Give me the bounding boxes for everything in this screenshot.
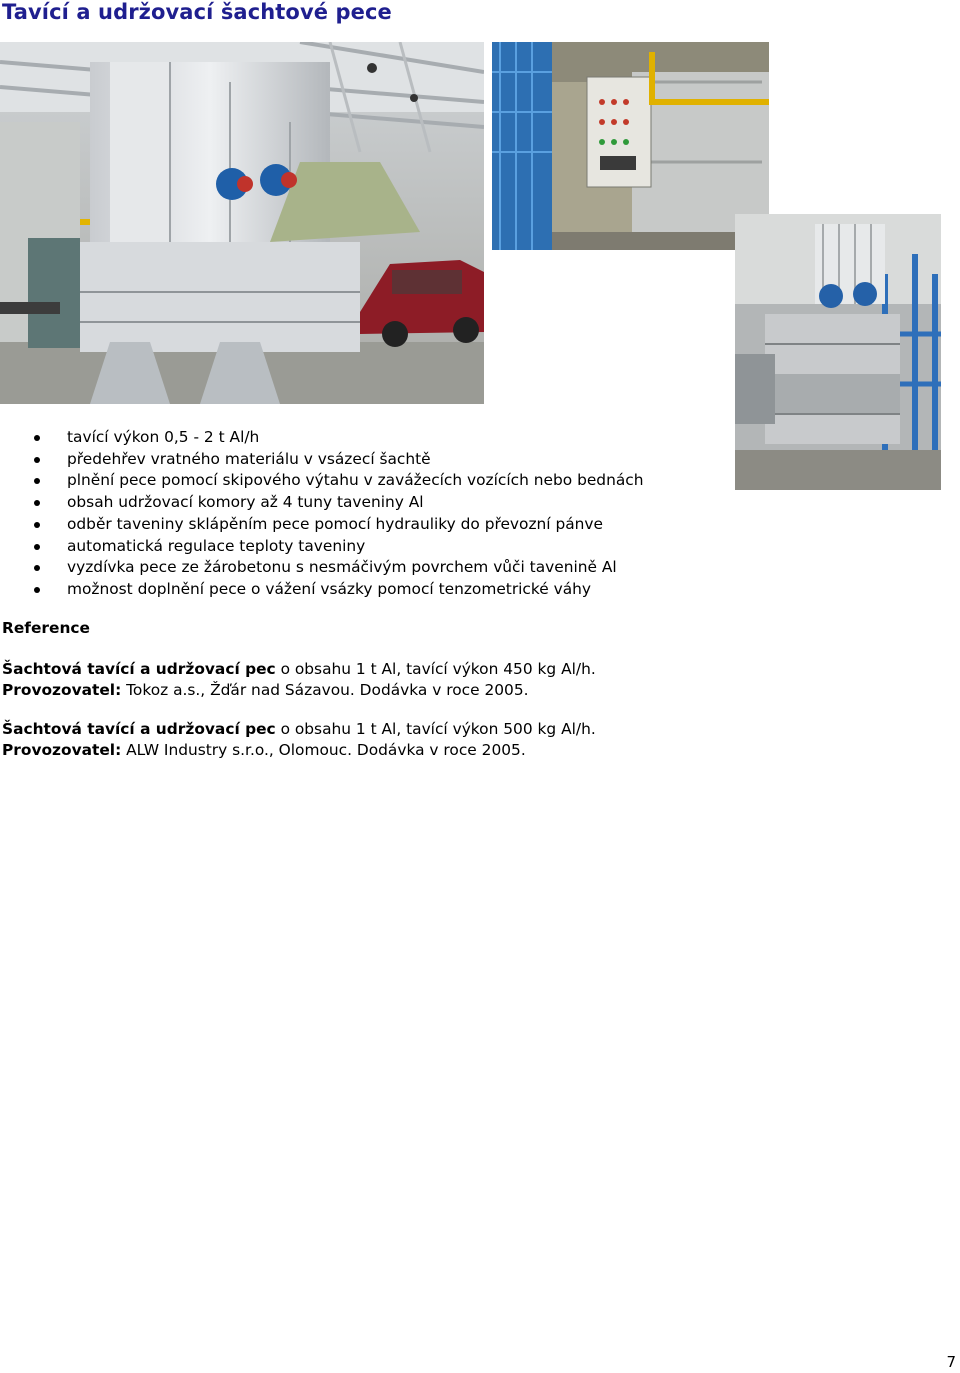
list-item — [0, 579, 643, 601]
page-title: Tavící a udržovací šachtové pece — [2, 0, 392, 24]
feature-text: předehřev vratného materiálu v vsázecí šachtě — [67, 449, 431, 468]
reference-spec: o obsahu 1 t Al, tavící výkon 500 kg Al/h. — [275, 720, 596, 738]
feature-text: možnost doplnění pece o vážení vsázky pomocí tenzometrické váhy — [67, 579, 592, 598]
list-item — [0, 470, 643, 492]
bullet-icon — [34, 478, 40, 484]
list-item — [0, 536, 643, 558]
operator-label: Provozovatel: — [2, 741, 122, 759]
list-item — [0, 449, 643, 471]
feature-text: obsah udržovací komory až 4 tuny taveniny Al — [67, 493, 424, 512]
furnace-side-photo — [735, 214, 941, 490]
feature-text: vyzdívka pece ze žárobetonu s nesmáčivým povrchem vůči tavenině Al — [67, 558, 617, 577]
bullet-icon — [34, 435, 40, 441]
reference-spec: o obsahu 1 t Al, tavící výkon 450 kg Al/h. — [275, 660, 596, 678]
reference-label: Šachtová tavící a udržovací pec — [2, 660, 276, 678]
list-item — [0, 557, 643, 579]
references-heading: Reference — [2, 619, 90, 637]
bullet-icon — [34, 587, 40, 593]
list-item — [0, 514, 643, 536]
bullet-icon — [34, 565, 40, 571]
operator-text: Tokoz a.s., Žďár nad Sázavou. Dodávka v roce 2005. — [121, 681, 529, 699]
reference-label: Šachtová tavící a udržovací pec — [2, 720, 276, 738]
operator-label: Provozovatel: — [2, 681, 122, 699]
page-number: 7 — [946, 1353, 956, 1371]
feature-text: odběr taveniny sklápěním pece pomocí hydrauliky do převozní pánve — [67, 514, 603, 533]
bullet-icon — [34, 522, 40, 528]
list-item — [0, 492, 643, 514]
bullet-icon — [34, 500, 40, 506]
reference-entry — [2, 659, 596, 701]
feature-text: automatická regulace teploty taveniny — [67, 536, 366, 555]
reference-entry — [2, 719, 596, 761]
furnace-hall-photo — [0, 42, 484, 404]
furnace-control-panel-photo — [492, 42, 769, 250]
bullet-icon — [34, 544, 40, 550]
list-item — [0, 427, 643, 449]
operator-text: ALW Industry s.r.o., Olomouc. Dodávka v roce 2005. — [121, 741, 526, 759]
feature-list — [0, 427, 643, 601]
feature-text: plnění pece pomocí skipového výtahu v zavážecích vozících nebo bednách — [67, 471, 644, 490]
bullet-icon — [34, 457, 40, 463]
feature-text: tavící výkon 0,5 - 2 t Al/h — [67, 428, 260, 446]
